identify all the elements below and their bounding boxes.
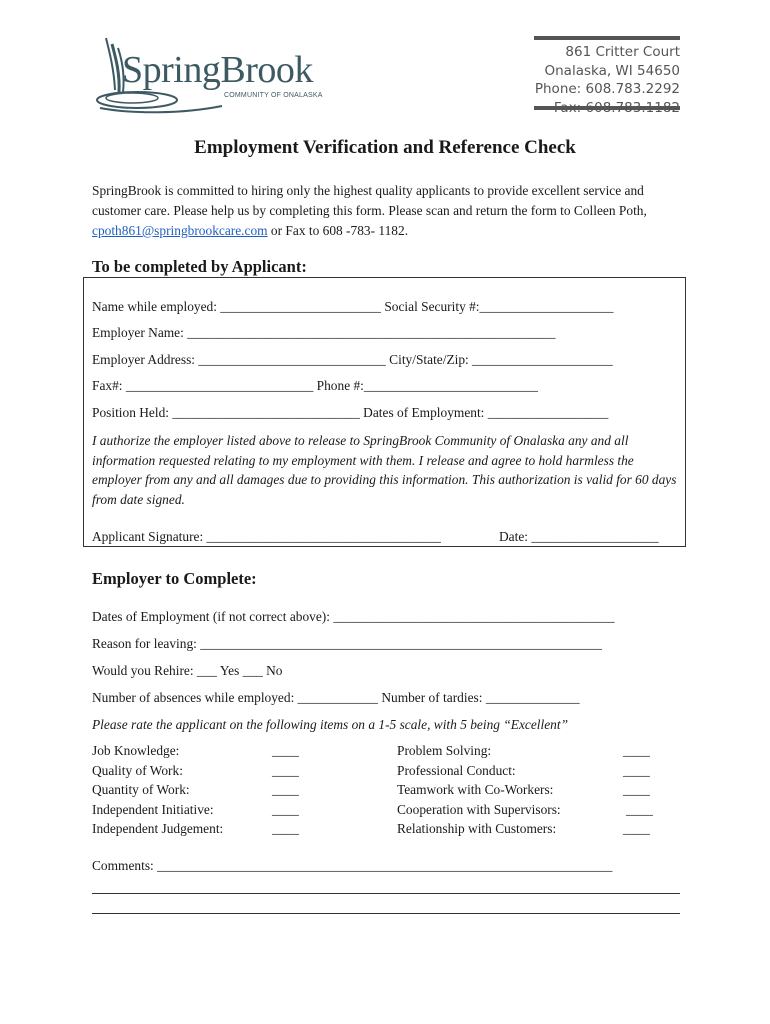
intro-text: SpringBrook is committed to hiring only the highest quality applicants to provide excellent service and customer care. Please help us by completing this form. Please scan and return the form to Colleen Poth,	[92, 183, 647, 218]
rating-label-job-knowledge: Job Knowledge:	[92, 743, 180, 758]
page-title: Employment Verification and Reference Check	[194, 137, 576, 158]
rating-blank-job-knowledge[interactable]: ____	[272, 743, 299, 758]
rating-blank-cooperation[interactable]: ____	[626, 802, 653, 817]
rating-blank-teamwork[interactable]: ____	[623, 782, 650, 797]
rating-label-initiative: Independent Initiative:	[92, 802, 214, 817]
rating-blank-problem-solving[interactable]: ____	[623, 743, 650, 758]
email-link[interactable]: cpoth861@springbrookcare.com	[92, 223, 268, 238]
employer-name-field[interactable]: Employer Name: _______________________________________________________	[92, 325, 556, 340]
employer-dates-field[interactable]: Dates of Employment (if not correct above): __________________________________________	[92, 609, 615, 624]
applicant-heading: To be completed by Applicant:	[92, 257, 307, 276]
contact-address-line: 861 Critter Court	[565, 44, 680, 60]
logo-wordmark: SpringBrook	[122, 49, 313, 91]
intro-paragraph	[92, 181, 692, 241]
name-ssn-field[interactable]: Name while employed: ________________________ Social Security #:____________________	[92, 299, 614, 314]
rating-label-customers: Relationship with Customers:	[397, 821, 557, 836]
rating-blank-quantity[interactable]: ____	[272, 782, 299, 797]
rating-label-judgement: Independent Judgement:	[92, 821, 224, 836]
contact-city-line: Onalaska, WI 54650	[544, 62, 680, 79]
applicant-signature-field[interactable]: Applicant Signature: ___________________________________	[92, 529, 441, 544]
logo-subtitle: COMMUNITY OF ONALASKA	[224, 92, 323, 99]
rating-blank-initiative[interactable]: ____	[272, 802, 299, 817]
comments-line-2[interactable]	[92, 893, 680, 894]
fax-phone-field[interactable]: Fax#: ____________________________ Phone #:__________________________	[92, 378, 538, 393]
rating-instruction: Please rate the applicant on the following items on a 1-5 scale, with 5 being “Excellent”	[92, 717, 569, 732]
contact-phone-line: Phone: 608.783.2292	[534, 81, 680, 97]
rating-blank-conduct[interactable]: ____	[623, 763, 650, 778]
rating-label-quantity: Quantity of Work:	[92, 782, 190, 797]
rating-label-conduct: Professional Conduct:	[397, 763, 516, 778]
employer-heading: Employer to Complete:	[92, 569, 257, 588]
rating-label-problem-solving: Problem Solving:	[397, 743, 492, 758]
contact-fax-line: Fax: 608.783.1182	[553, 99, 680, 116]
rehire-field[interactable]: Would you Rehire: ___ Yes ___ No	[92, 663, 283, 678]
rating-label-teamwork: Teamwork with Co-Workers:	[397, 782, 554, 797]
rating-label-quality: Quality of Work:	[92, 763, 183, 778]
rating-blank-customers[interactable]: ____	[623, 821, 650, 836]
employer-address-field[interactable]: Employer Address: ____________________________ City/State/Zip: _____________________	[92, 352, 613, 367]
authorization-text: I authorize the employer listed above to release to SpringBrook Community of Onalaska any and all information requested relating to my employment with them. I release and agree to hold harmless the employer from any and all damages due to providing this information. This authorization is valid for 60 days from date signed.	[92, 433, 677, 507]
position-dates-field[interactable]: Position Held: ____________________________ Dates of Employment: __________________	[92, 405, 609, 420]
absences-tardies-field[interactable]: Number of absences while employed: ____________ Number of tardies: ______________	[92, 690, 580, 705]
rating-blank-judgement[interactable]: ____	[272, 821, 299, 836]
contact-block	[534, 36, 680, 116]
reason-for-leaving-field[interactable]: Reason for leaving: ____________________________________________________________	[92, 636, 602, 651]
comments-line-3[interactable]	[92, 913, 680, 914]
rating-blank-quality[interactable]: ____	[272, 763, 299, 778]
rating-label-cooperation: Cooperation with Supervisors:	[397, 802, 561, 817]
intro-text-end: or Fax to 608 -783- 1182.	[267, 223, 409, 238]
comments-field[interactable]: Comments: ____________________________________________________________________	[92, 858, 613, 873]
signature-date-field[interactable]: Date: ___________________	[499, 529, 659, 544]
